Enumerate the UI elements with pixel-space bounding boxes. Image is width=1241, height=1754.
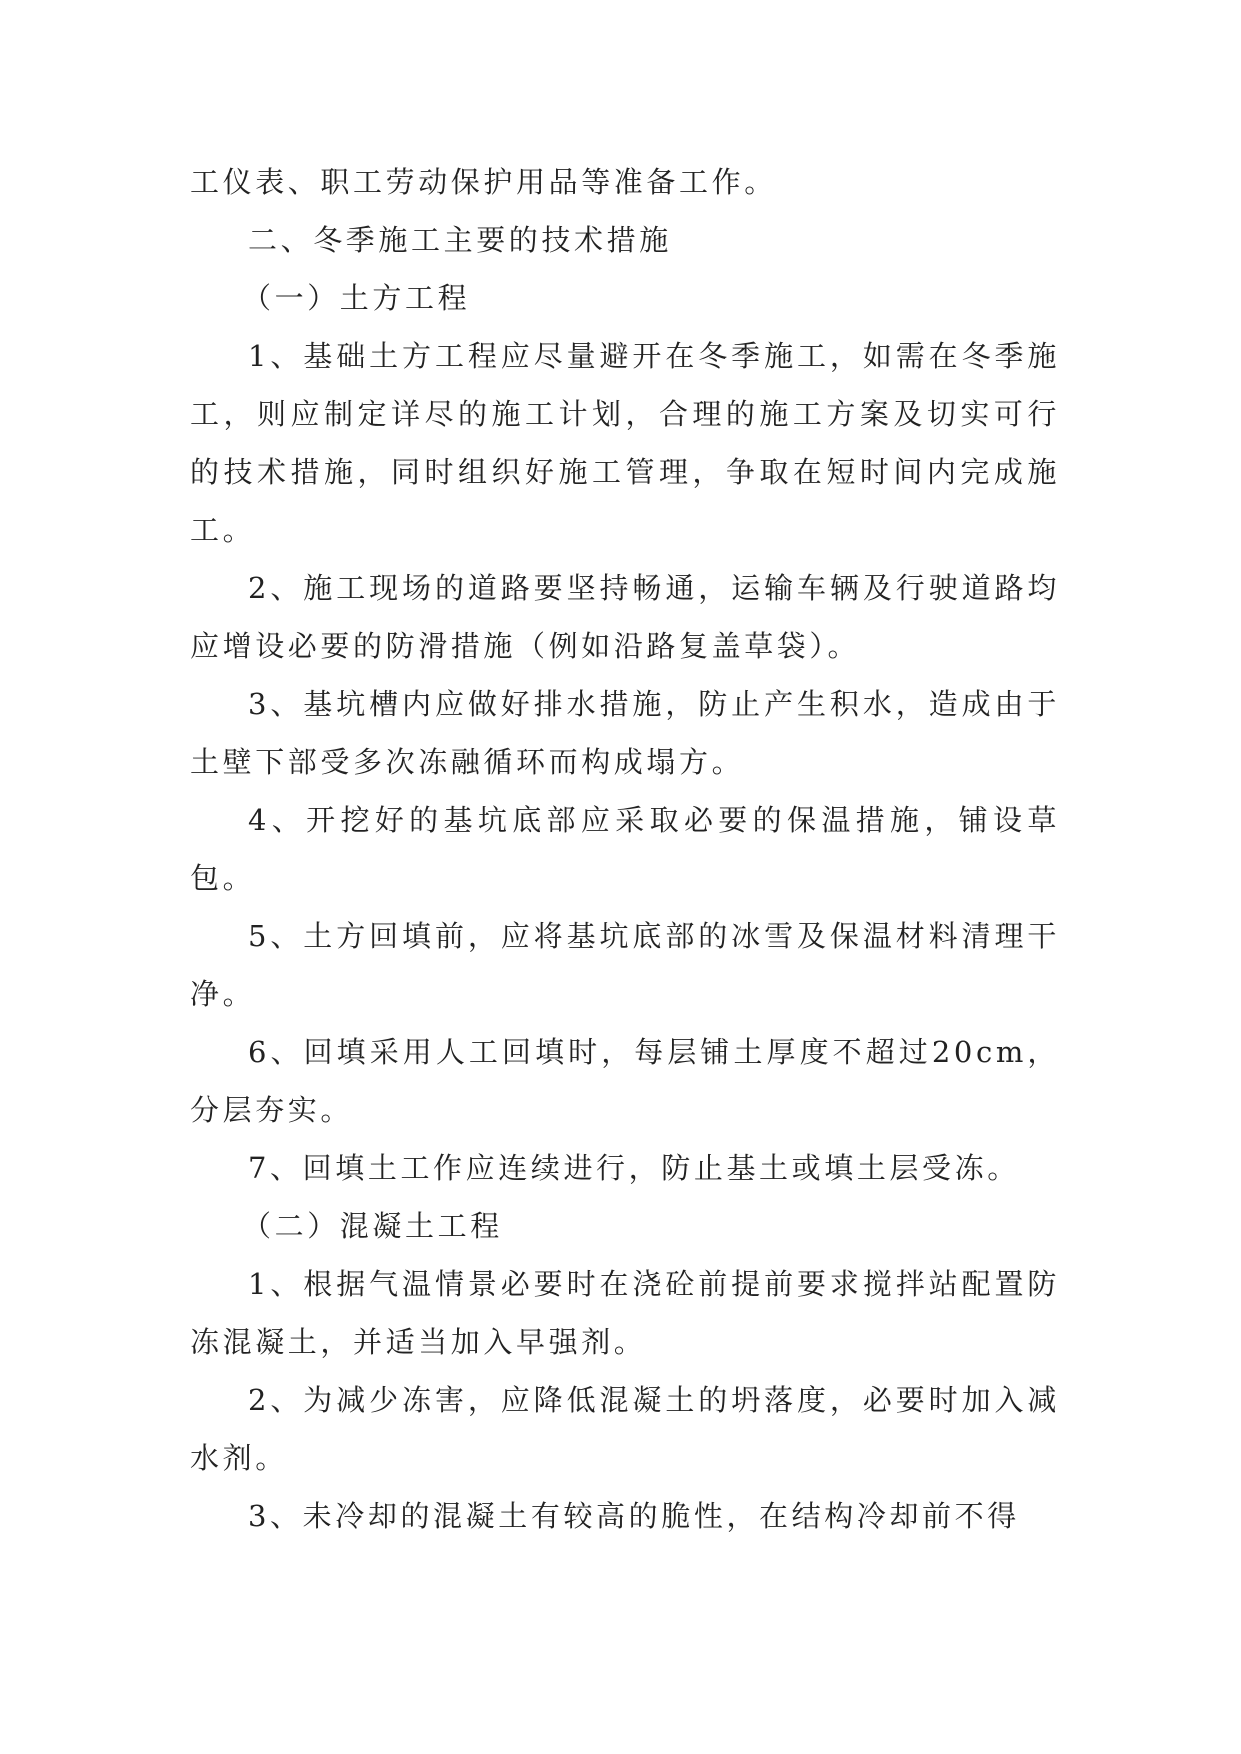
document-body	[190, 153, 1060, 1545]
paragraph-item: 1、根据气温情景必要时在浇砼前提前要求搅拌站配置防冻混凝土，并适当加入早强剂。	[190, 1267, 1060, 1359]
paragraph-item: 3、未冷却的混凝土有较高的脆性，在结构冷却前不得	[248, 1499, 1020, 1533]
subsection-heading-earthwork: （一）土方工程	[242, 281, 471, 315]
paragraph-item: 4、开挖好的基坑底部应采取必要的保温措施，铺设草包。	[190, 803, 1060, 895]
paragraph-item: 2、施工现场的道路要坚持畅通，运输车辆及行驶道路均应增设必要的防滑措施（例如沿路复盖草袋）。	[190, 571, 1060, 663]
section-heading-winter-measures: 二、冬季施工主要的技术措施	[248, 223, 672, 257]
paragraph-item: 1、基础土方工程应尽量避开在冬季施工，如需在冬季施工，则应制定详尽的施工计划，合理的施工方案及切实可行的技术措施，同时组织好施工管理，争取在短时间内完成施工。	[190, 339, 1060, 547]
paragraph-item: 6、回填采用人工回填时，每层铺土厚度不超过20cm，分层夯实。	[190, 1035, 1060, 1127]
paragraph-item: 5、土方回填前，应将基坑底部的冰雪及保温材料清理干净。	[190, 919, 1060, 1011]
paragraph-item: 3、基坑槽内应做好排水措施，防止产生积水，造成由于土壁下部受多次冻融循环而构成塌方。	[190, 687, 1060, 779]
paragraph-item: 2、为减少冻害，应降低混凝土的坍落度，必要时加入减水剂。	[190, 1383, 1060, 1475]
paragraph-continuation: 工仪表、职工劳动保护用品等准备工作。	[190, 165, 777, 199]
paragraph-item: 7、回填土工作应连续进行，防止基土或填土层受冻。	[248, 1151, 1020, 1185]
subsection-heading-concrete: （二）混凝土工程	[242, 1209, 503, 1243]
